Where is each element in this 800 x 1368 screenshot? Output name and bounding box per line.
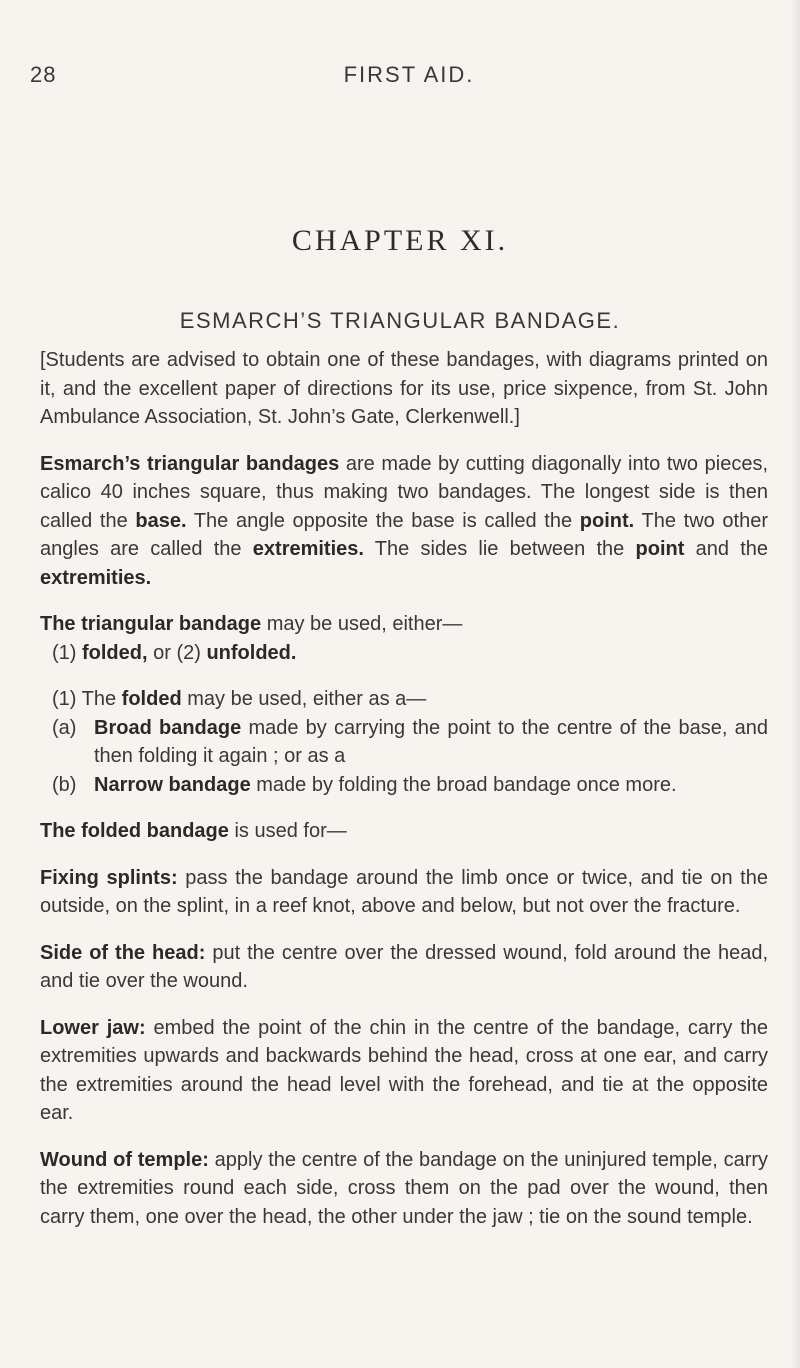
text-run: The angle opposite the base is called the bbox=[186, 509, 580, 532]
term-broad-bandage: Broad bandage bbox=[94, 716, 242, 739]
text-run: may be used, either— bbox=[261, 613, 463, 635]
text-run: apply the centre of the bandage on the uninjured temple, carry the extremities round each side, cross them on the pad over the wound, then carry them, one over the head, the other under the jaw ; tie on the sound temple. bbox=[40, 1148, 769, 1228]
item-text bbox=[94, 771, 768, 800]
term-side-of-head: Side of the head: bbox=[40, 941, 206, 964]
term-lower-jaw: Lower jaw: bbox=[40, 1016, 146, 1039]
paragraph-usage bbox=[40, 610, 768, 639]
chapter-heading: CHAPTER XI. bbox=[291, 224, 509, 257]
paragraph-definition bbox=[40, 450, 768, 593]
body-text bbox=[40, 346, 768, 1231]
term-unfolded: unfolded. bbox=[206, 641, 297, 664]
paragraph-wound-of-temple bbox=[40, 1146, 768, 1232]
intro-note: [Students are advised to obtain one of these bandages, with diagrams printed on it, and the excellent paper of directions for its use, price sixpence, from St. John Ambulance Association, St. John’s Gate, Clerkenwell.] bbox=[40, 349, 768, 428]
term-folded-2: folded bbox=[121, 688, 182, 710]
list-item-b bbox=[40, 771, 768, 800]
text-run: made by carrying the point to the centre of the base, and then folding it again ; or as a bbox=[94, 716, 769, 767]
paragraph-side-of-head bbox=[40, 939, 768, 996]
term-folded: folded, bbox=[82, 641, 148, 664]
term-point-2: point bbox=[635, 538, 685, 560]
text-run: are made by cutting diagonally into two pieces, calico 40 inches square, thus making two bandages. The longest side is then called the bbox=[40, 452, 768, 532]
term-triangular-bandage: The triangular bandage bbox=[40, 613, 262, 635]
term-sides: sides bbox=[420, 538, 468, 560]
text-run: (1) bbox=[52, 641, 82, 664]
term-point: point. bbox=[579, 509, 635, 532]
text-run: pass the bandage around the limb once or twice, and tie on the outside, on the splint, in a reef knot, above and below, but not over the fracture. bbox=[40, 866, 768, 917]
text-run: put the centre over the dressed wound, fold around the head, and tie over the wound. bbox=[40, 941, 768, 992]
item-label: (a) bbox=[52, 716, 77, 739]
paragraph-folded-uses bbox=[40, 817, 768, 846]
page-edge-shadow bbox=[790, 0, 800, 1368]
term-fixing-splints: Fixing splints: bbox=[40, 866, 178, 889]
list-item-a bbox=[40, 714, 768, 771]
term-extremities-2: extremities. bbox=[40, 566, 152, 589]
text-run: and the bbox=[684, 538, 768, 560]
term-narrow-bandage: Narrow bandage bbox=[94, 773, 251, 796]
page-header bbox=[30, 62, 770, 96]
item-text bbox=[94, 714, 768, 771]
paragraph-fixing-splints bbox=[40, 864, 768, 921]
text-run: lie between the bbox=[467, 538, 636, 560]
page-number: 28 bbox=[30, 62, 57, 87]
term-extremities: extremities. bbox=[252, 538, 364, 560]
text-run: The bbox=[363, 538, 421, 560]
item-label: (b) bbox=[52, 773, 77, 796]
text-run: The two other angles are called the bbox=[40, 509, 769, 560]
paragraph-options bbox=[40, 639, 768, 668]
text-run: (1) The bbox=[52, 688, 122, 710]
term-folded-bandage: The folded bandage bbox=[40, 820, 229, 842]
term-base: base. bbox=[135, 509, 187, 532]
running-title: FIRST AID. bbox=[343, 62, 475, 87]
text-run: embed the point of the chin in the centre of the bandage, carry the extremities upwards and backwards behind the head, cross at one ear, and carry the extremities around the head level with the forehead, and tie at the opposite ear. bbox=[40, 1016, 768, 1124]
section-subtitle: ESMARCH’S TRIANGULAR BANDAGE. bbox=[179, 308, 621, 333]
term-esmarch-bandages: Esmarch’s triangular bandages bbox=[40, 452, 340, 475]
paragraph-lower-jaw bbox=[40, 1014, 768, 1128]
term-wound-of-temple: Wound of temple: bbox=[40, 1148, 209, 1171]
text-run: or (2) bbox=[147, 641, 207, 664]
text-run: may be used, either as a— bbox=[181, 688, 427, 710]
text-run: is used for— bbox=[228, 820, 347, 842]
paragraph-folded bbox=[40, 685, 768, 714]
text-run: made by folding the broad bandage once more. bbox=[250, 773, 677, 796]
